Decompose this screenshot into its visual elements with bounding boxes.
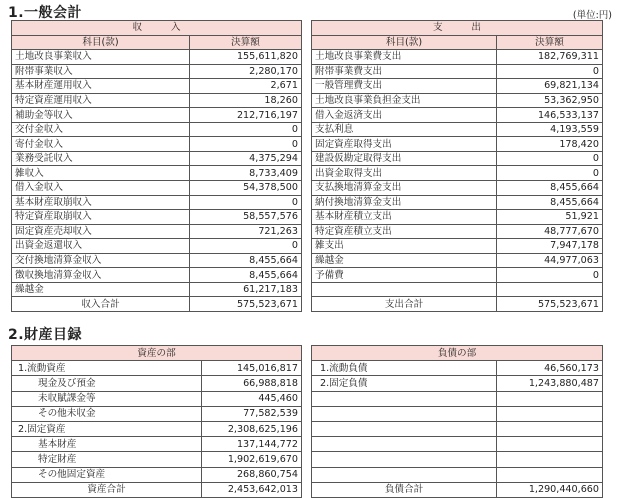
section-title-property-list: 2.財産目録 [8,327,83,343]
asset-row [12,421,302,436]
liabilities-total-label: 負債合計 [312,482,497,497]
assets-table [11,345,302,498]
liability-row-label: 1.流動負債 [312,361,497,376]
liability-row [312,391,603,406]
expense-row-amount [497,282,603,297]
income-row-label: 業務受託収入 [12,151,190,166]
expense-row-amount: 0 [497,151,603,166]
expense-row [312,137,603,152]
income-row-amount: 0 [190,195,302,210]
expense-row-label: 固定資産取得支出 [312,137,497,152]
asset-row [12,452,302,467]
expense-row-label: 基本財産積立支出 [312,210,497,225]
income-row [12,239,302,254]
asset-row-amount: 137,144,772 [202,437,302,452]
expense-row-amount: 48,777,670 [497,224,603,239]
income-row-label: 附帯事業収入 [12,64,190,79]
income-row-amount: 61,217,183 [190,282,302,297]
expense-row-amount: 69,821,134 [497,79,603,94]
liability-row-label [312,391,497,406]
expense-row-label: 雑支出 [312,239,497,254]
expense-row [312,93,603,108]
expense-row [312,122,603,137]
asset-row-label: 2.固定資産 [12,421,202,436]
unit-label: (単位:円) [572,10,612,21]
liability-row [312,467,603,482]
expense-rows [312,50,603,297]
income-row-label: 繰越金 [12,282,190,297]
assets-total-amount: 2,453,642,013 [202,482,302,497]
income-row [12,195,302,210]
liability-row [312,421,603,436]
expense-row-amount: 0 [497,268,603,283]
expense-row [312,210,603,225]
liability-row-label: 2.固定負債 [312,376,497,391]
expense-row-label: 出資金取得支出 [312,166,497,181]
asset-row-amount: 77,582,539 [202,406,302,421]
income-row-amount: 2,280,170 [190,64,302,79]
liabilities-header: 負債の部 [312,346,603,361]
liability-row-amount [497,452,603,467]
liability-row [312,437,603,452]
liability-row-label [312,437,497,452]
expense-row-label: 借入金返済支出 [312,108,497,123]
asset-row-amount: 1,902,619,670 [202,452,302,467]
asset-row [12,361,302,376]
liability-row-label [312,406,497,421]
expense-row-label: 支払利息 [312,122,497,137]
expense-total-row [312,297,603,312]
asset-row-label: 特定財産 [12,452,202,467]
income-row-label: 出資金返還収入 [12,239,190,254]
income-row-amount: 0 [190,239,302,254]
income-rows [12,50,302,297]
expense-row-amount: 53,362,950 [497,93,603,108]
income-row [12,151,302,166]
asset-row-label: 基本財産 [12,437,202,452]
expense-col-amount: 決算額 [497,35,603,50]
expense-row-label: 特定資産積立支出 [312,224,497,239]
income-row [12,181,302,196]
expense-row-amount: 146,533,137 [497,108,603,123]
expense-row-amount: 4,193,559 [497,122,603,137]
asset-row [12,406,302,421]
asset-row [12,391,302,406]
income-row [12,64,302,79]
income-row-label: 土地改良事業収入 [12,50,190,65]
expense-row-label [312,282,497,297]
expense-row [312,79,603,94]
expense-row [312,239,603,254]
asset-row-amount: 145,016,817 [202,361,302,376]
liability-row [312,361,603,376]
expense-row-amount: 8,455,664 [497,195,603,210]
liability-row-label [312,452,497,467]
expense-row [312,181,603,196]
expense-row-amount: 178,420 [497,137,603,152]
asset-row-amount: 268,860,754 [202,467,302,482]
income-table [11,20,302,312]
expense-table [311,20,603,312]
income-row-amount: 58,557,576 [190,210,302,225]
asset-row [12,467,302,482]
expense-row-label: 土地改良事業負担金支出 [312,93,497,108]
income-row-amount: 8,455,664 [190,268,302,283]
income-row [12,166,302,181]
expense-row [312,151,603,166]
income-row-amount: 8,455,664 [190,253,302,268]
income-total-label: 収入合計 [12,297,190,312]
income-row-label: 補助金等収入 [12,108,190,123]
income-row-amount: 212,716,197 [190,108,302,123]
expense-row-amount: 182,769,311 [497,50,603,65]
expense-row-label: 納付換地清算金支出 [312,195,497,210]
income-row [12,79,302,94]
expense-row [312,282,603,297]
liability-row-amount [497,467,603,482]
liability-row-amount: 46,560,173 [497,361,603,376]
expense-row-amount: 7,947,178 [497,239,603,254]
expense-row-amount: 0 [497,166,603,181]
income-row [12,210,302,225]
expense-row [312,224,603,239]
liability-row-amount [497,391,603,406]
asset-row-amount: 66,988,818 [202,376,302,391]
expense-row [312,50,603,65]
income-row-label: 特定資産取崩収入 [12,210,190,225]
expense-row [312,108,603,123]
income-row-amount: 0 [190,137,302,152]
assets-total-row [12,482,302,497]
asset-row-label: その他未収金 [12,406,202,421]
income-row-amount: 54,378,500 [190,181,302,196]
income-row-amount: 721,263 [190,224,302,239]
liabilities-total-row [312,482,603,497]
liability-row-amount [497,421,603,436]
asset-row-label: 現金及び預金 [12,376,202,391]
income-row-label: 特定資産運用収入 [12,93,190,108]
liability-row-label [312,467,497,482]
income-row [12,224,302,239]
income-row [12,282,302,297]
asset-row-label: 未収賦課金等 [12,391,202,406]
expense-col-item: 科目(款) [312,35,497,50]
expense-row-label: 附帯事業費支出 [312,64,497,79]
expense-row [312,64,603,79]
liability-row [312,406,603,421]
liability-row-amount [497,437,603,452]
income-row-label: 交付換地清算金収入 [12,253,190,268]
income-header: 収 入 [12,21,302,36]
liabilities-total-amount: 1,290,440,660 [497,482,603,497]
asset-row [12,376,302,391]
expense-row-amount: 51,921 [497,210,603,225]
asset-row-label: その他固定資産 [12,467,202,482]
liability-row [312,452,603,467]
asset-row [12,437,302,452]
expense-row-label: 予備費 [312,268,497,283]
assets-header: 資産の部 [12,346,302,361]
expense-row-label: 繰越金 [312,253,497,268]
expense-row-label: 土地改良事業費支出 [312,50,497,65]
section-title-general-account: 1.一般会計 [8,5,83,21]
expense-total-amount: 575,523,671 [497,297,603,312]
income-row-amount: 2,671 [190,79,302,94]
income-row-label: 交付金収入 [12,122,190,137]
income-row-label: 基本財産運用収入 [12,79,190,94]
liabilities-table [311,345,603,498]
expense-row-label: 一般管理費支出 [312,79,497,94]
asset-row-amount: 445,460 [202,391,302,406]
expense-row-amount: 0 [497,64,603,79]
income-row-amount: 4,375,294 [190,151,302,166]
assets-rows [12,361,302,483]
expense-header: 支 出 [312,21,603,36]
expense-row-amount: 44,977,063 [497,253,603,268]
asset-row-label: 1.流動資産 [12,361,202,376]
income-row [12,93,302,108]
expense-row-label: 支払換地清算金支出 [312,181,497,196]
expense-row [312,268,603,283]
liability-row-amount: 1,243,880,487 [497,376,603,391]
income-row-amount: 155,611,820 [190,50,302,65]
income-row-label: 借入金収入 [12,181,190,196]
income-row-amount: 18,260 [190,93,302,108]
expense-row [312,195,603,210]
income-row [12,108,302,123]
liability-row-amount [497,406,603,421]
expense-row [312,253,603,268]
income-row-label: 雑収入 [12,166,190,181]
expense-row-amount: 8,455,664 [497,181,603,196]
income-total-amount: 575,523,671 [190,297,302,312]
expense-row-label: 建設仮勘定取得支出 [312,151,497,166]
income-row-label: 寄付金収入 [12,137,190,152]
expense-total-label: 支出合計 [312,297,497,312]
liabilities-rows [312,361,603,483]
income-row [12,137,302,152]
liability-row-label [312,421,497,436]
income-col-amount: 決算額 [190,35,302,50]
income-total-row [12,297,302,312]
income-row-label: 基本財産取崩収入 [12,195,190,210]
income-row [12,253,302,268]
assets-total-label: 資産合計 [12,482,202,497]
liability-row [312,376,603,391]
asset-row-amount: 2,308,625,196 [202,421,302,436]
income-row [12,268,302,283]
income-col-item: 科目(款) [12,35,190,50]
income-row-label: 徴収換地清算金収入 [12,268,190,283]
income-row-amount: 0 [190,122,302,137]
income-row-amount: 8,733,409 [190,166,302,181]
income-row [12,50,302,65]
expense-row [312,166,603,181]
income-row [12,122,302,137]
income-row-label: 固定資産売却収入 [12,224,190,239]
